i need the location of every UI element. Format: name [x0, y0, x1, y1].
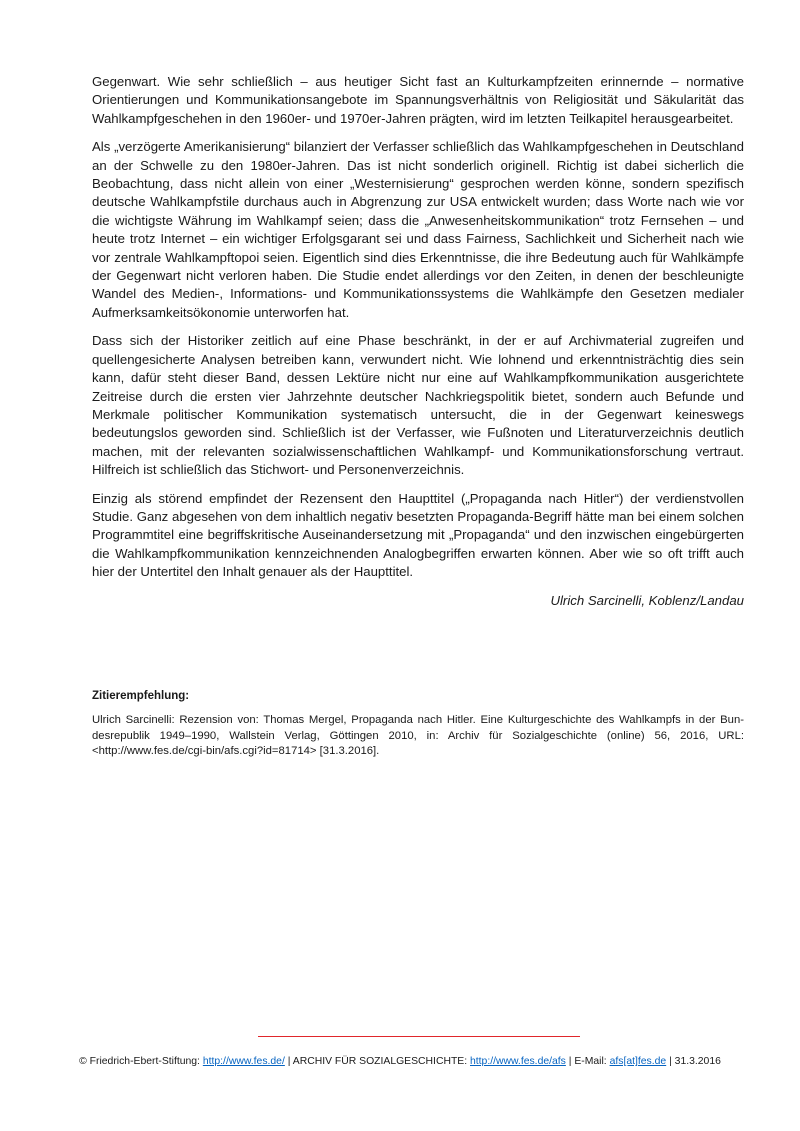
footer-divider	[258, 1036, 580, 1037]
footer-email-label: | E-Mail:	[565, 1056, 610, 1067]
fes-link[interactable]: http://www.fes.de/	[202, 1056, 285, 1067]
paragraph: Als „verzögerte Amerikanisierung“ bilanziert der Verfasser schließlich das Wahlkampfgeschehen in Deutschland an der Schwelle zu den 1980er-Jahren. Das ist nicht sonderlich originell. Richtig ist dabei sicherlich die Beobachtung, dass nicht allein von einer „Westernisierung“ gesprochen werden könne, sondern spezifisch deutsche Wahlkampfstile durchaus auch in Abgrenzung zur USA entwickelt wurden; dass Worte nach wie vor die wichtigste Währung im Wahlkampf seien; dass die „Anwesenheitskommunikation“ trotz Fernsehen – und heute trotz Internet – ein wichtiger Erfolgsgarant sei und dass Fairness, Sachlichkeit und Sicherheit nach wie vor zentrale Wahlkampftopoi seien. Eigentlich sind dies Erkenntnisse, die ihre Bedeutung auch für Wahlkämpfe der Gegenwart nicht verloren haben. Die Studie endet allerdings vor den Zeiten, in denen der beschleunigte Wandel des Medien-, Informations- und Kommunikationssystems die Wahlkämpfe den Gesetzen medialer Aufmerksamkeitsökonomie unterworfen hat.	[92, 139, 744, 320]
footer-date: | 31.3.2016	[666, 1056, 721, 1067]
paragraph: Einzig als störend empfindet der Rezensent den Haupttitel („Propaganda nach Hitler“) der verdienstvollen Studie. Ganz abgesehen von dem inhaltlich negativ besetzten Propaganda-Begriff hätte man bei einem solchen Programmtitel eine begriffskritische Auseinandersetzung mit „Propaganda“ und den inzwischen eingebürgerten die Wahlkampfkommunikation kennzeichnenden Analogbegriffen erwarten können. Aber wie so oft trifft auch hier der Untertitel den Inhalt genauer als der Haupttitel.	[92, 490, 744, 580]
author-signature: Ulrich Sarcinelli, Koblenz/Landau	[550, 592, 744, 608]
citation-recommendation	[92, 689, 744, 760]
citation-heading: Zitierempfehlung:	[92, 690, 190, 702]
afs-link[interactable]: http://www.fes.de/afs	[470, 1056, 566, 1067]
paragraph: Gegenwart. Wie sehr schließlich – aus heutiger Sicht fast an Kulturkampfzeiten erinnernde – normative Orientierungen und Kommunikationsangebote im Spannungsverhältnis von Religiosität und Säkularität das Wahlkampfgeschehen in den 1960er- und 1970er-Jahren prägten, wird im letzten Teilkapitel herausgearbeitet.	[92, 74, 744, 126]
page-footer	[0, 1055, 800, 1069]
paragraph: Dass sich der Historiker zeitlich auf eine Phase beschränkt, in der er auf Archivmaterial zugreifen und quellengesicherte Analysen betreiben kann, verwundert nicht. Wie lohnend und erkenntnisträchtig dies sein kann, dafür steht dieser Band, dessen Lektüre nicht nur eine auf Wahlkampfkommunikation ausgerichtete Zeitreise durch die ersten vier Jahrzehnte deutscher Nachkriegspolitik bietet, sondern auch Befunde und Merkmale politischer Kommunikation systematisch untersucht, die in der Gegenwart keineswegs bedeutungslos geworden sind. Schließlich ist der Verfasser, wie Fußnoten und Literaturverzeichnis deutlich machen, mit der relevanten sozialwissenschaftlichen Wahlkampf- und Kommunikationsforschung vertraut. Hilfreich ist schließlich das Stichwort- und Personenverzeichnis.	[92, 333, 744, 478]
citation-text: Ulrich Sarcinelli: Rezension von: Thomas Mergel, Propaganda nach Hitler. Eine Kulturgeschichte des Wahlkampfs in der Bundesrepublik 1949–1990, Wallstein Verlag, Göttingen 2010, in: Archiv für Sozialgeschichte (online) 56, 2016, URL: <http://www.fes.de/cgi-bin/afs.cgi?id=81714> [31.3.2016].	[92, 714, 744, 758]
footer-copyright: © Friedrich-Ebert-Stiftung:	[79, 1056, 203, 1067]
review-body	[92, 73, 744, 610]
footer-archive-label: | ARCHIV FÜR SOZIALGESCHICHTE:	[284, 1056, 470, 1067]
email-link[interactable]: afs[at]fes.de	[609, 1056, 667, 1067]
